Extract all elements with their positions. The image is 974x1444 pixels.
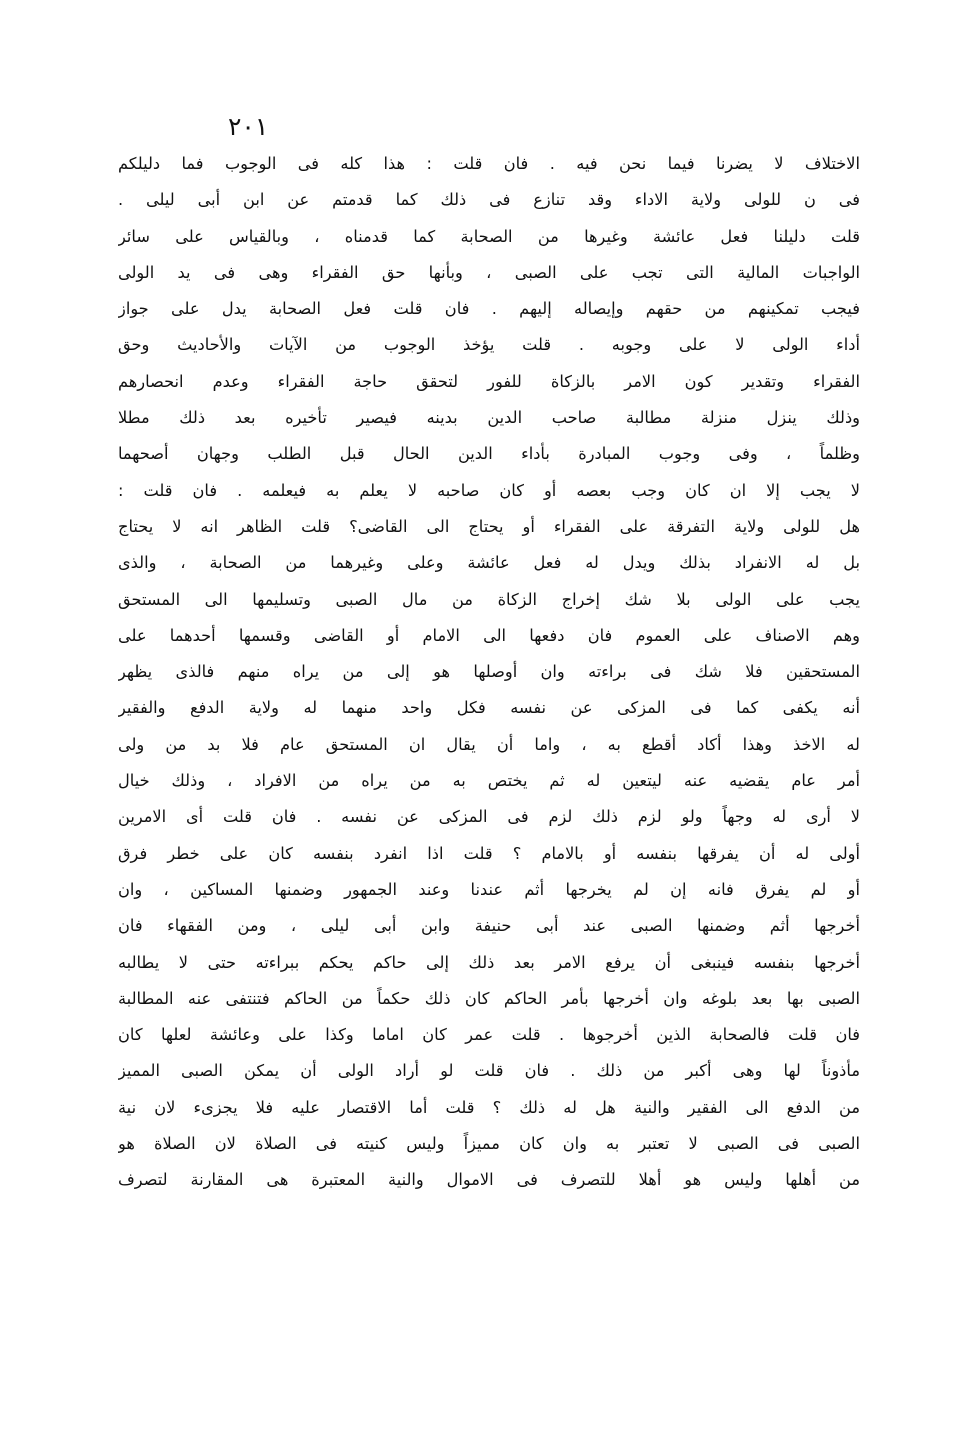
- text-line: الصبى فى الصبى لا تعتبر به وان كان مميزاً وليس كنيته فى الصلاة لان الصلاة هو: [118, 1134, 860, 1154]
- text-line: أنه يكفى كما فى المزكى عن نفسه فكل واحد منهما له ولاية الدفع والفقير: [118, 698, 860, 718]
- text-line: الفقراء وتقدير كون الامر بالزكاة للفور لتحقق حاجة الفقراء وعدم انحصارهم: [118, 371, 860, 391]
- text-line: يجب على الولى بلا شك إخراج الزكاة من مال الصبى وتسليمها الى المستحق: [118, 589, 860, 609]
- text-line: قلت دليلنا فعل عائشة وغيرها من الصحابة كما قدمناه ، وبالقياس على سائر: [118, 226, 860, 246]
- text-line: أو لم يفرق فانه إن لم يخرجها أثم عندنا وعند الجمهور وضمنها المساكين ، وان: [118, 879, 860, 899]
- text-line: الاختلاف لا يضرنا فيما نحن فيه . فان قلت : هذا كله فى الوجوب فما دليلكم: [118, 154, 860, 173]
- text-line: فى ن للولى ولاية الاداء وقد تنازع فى ذلك كما قدمتم عن ابن أبى ليلى .: [118, 190, 860, 210]
- text-line: أمر عام يقضيه عنه ليتعين له ثم يختص به من يراه من الافراد ، وذلك خيال: [118, 771, 860, 791]
- text-line: مأذوناً لها وهى أكبر من ذلك . فان قلت لو أراد الولى أن يمكن الصبى المميز: [118, 1061, 860, 1081]
- text-line: فيجب تمكينهم من حقهم وإيصاله إليهم . فان قلت فعل الصحابة يدل على جواز: [118, 299, 860, 319]
- text-line: هل للولى ولاية التفرقة على الفقراء أو يحتاج الى القاضى؟ قلت الظاهر انه لا يحتاج: [118, 516, 860, 536]
- text-line: وذلك ينزل منزلة مطالبة صاحب الدين بدينه فيصير تأخيره بعد ذلك مطلا: [118, 408, 860, 428]
- text-line: المستحقين فلا شك فى براءته وان أوصلها هو إلى من يراه منهم فالذى يظهر: [118, 662, 860, 682]
- text-line: أخرجها بنفسه فينبغى أن يرفع الامر بعد ذلك إلى حاكم يحكم ببراءته حتى لا يطالبه: [118, 952, 860, 972]
- text-line: له الاخذ وهذا أكاد أقطع به ، واما أن يقال ان المستحق عام فلا بد من ولى: [118, 734, 860, 754]
- text-line: الواجبات المالية التى تجب على الصبى ، وبأنها حق الفقراء وهى فى يد الولى: [118, 262, 860, 282]
- text-line: الصبى بها بعد بلوغه وان أخرجها بأمر الحاكم كان ذلك حكماً من الحاكم فتنتفى عنه المطالبة: [118, 988, 860, 1008]
- text-line: لا أرى له وجهاً ولو لزم ذلك لزم فى المزكى عن نفسه . فان قلت أى الامرين: [118, 807, 860, 827]
- text-line: من الدفع الى الفقير والنية هل له ذلك ؟ قلت أما الاقتصار عليه فلا يجزىء لان نية: [118, 1097, 860, 1117]
- text-line: وهم الاصناف على العموم فان دفعها الى الامام أو القاضى وقسمها أحدهما على: [118, 625, 860, 645]
- text-line: وظلماً ، وفى وجوب المبادرة بأداء الدين الحال قبل الطلب وجهان أصحهما: [118, 444, 860, 464]
- text-line: بل له الانفراد بذلك ويدل له فعل عائشة وعلى وغيرهما من الصحابة ، والذى: [118, 553, 860, 573]
- text-line: أخرجها أثم وضمنها الصبى عند أبى حنيفة وابن أبى ليلى ، ومن الفقهاء فان: [118, 916, 860, 936]
- text-line: أداء الولى لا على وجوبه . قلت يؤخذ الوجوب من الآيات والأحاديث وحق: [118, 335, 860, 355]
- body-text: [118, 146, 860, 1199]
- text-line: لا يجب إلا ان كان وجب بعصه أو كان صاحبه لا يعلم به فيعلمه . فان قلت :: [118, 480, 860, 500]
- text-line: من أهلها وليس هو أهلا للتصرف فى الاموال والنية المعتبرة هى المقارنة لتصرف: [118, 1170, 860, 1190]
- text-line: فان قلت فالصحابة الذين أخرجوها . قلت عمر كان اماما وكذا على وعائشة لعلها كان: [118, 1025, 860, 1045]
- text-line: أولى له أن يفرقها بنفسه أو بالامام ؟ قلت اذا انفرد بنفسه كان على خطر فرق: [118, 843, 860, 863]
- page-number: ٢٠١: [228, 112, 269, 141]
